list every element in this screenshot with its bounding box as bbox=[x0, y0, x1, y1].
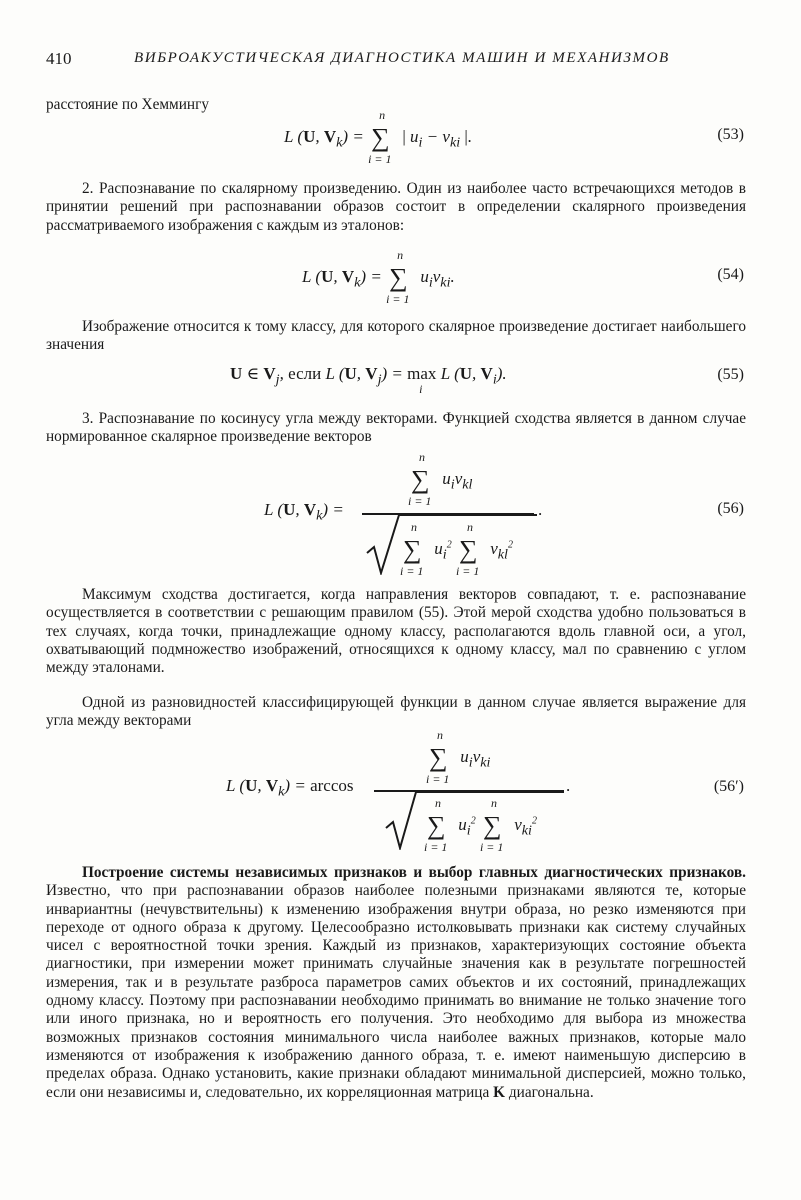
equation-number-55: (55) bbox=[717, 366, 744, 383]
equation-53: L (U, $V_k$) = n ∑ i = 1 | $u_i - v_{ki}$ |. bbox=[284, 108, 473, 166]
equation-number-54: (54) bbox=[717, 266, 744, 283]
paragraph-cosine: 3. Распознавание по косинусу угла между векторами. Функцией сходства является в данном случае нормированное скалярное произведение векторов bbox=[46, 410, 746, 446]
section-tail: диагональна. bbox=[508, 1083, 594, 1101]
paragraph-max-similarity: Максимум сходства достигается, когда направления векторов совпадают, т. е. распознавание осуществляется в соответствии с решающим правилом (55). Этой мерой сходства удобно пользоваться в тех случаях, когда точки, принадлежащие одному классу, располагаются вдоль главной оси, а угол, охватывающий подмножество изображений, относящихся к одному классу, мал по сравнению с углом между эталонами. bbox=[46, 586, 746, 677]
paragraph-class-rule: Изображение относится к тому классу, для которого скалярное произведение достигает наибольшего значения bbox=[46, 318, 746, 354]
running-header bbox=[46, 49, 741, 73]
paragraph-scalar-product: 2. Распознавание по скалярному произведению. Один из наиболее часто встречающихся методов в принятии решений при распознавании образов состоит в определении скалярного произведения рассматриваемого изображения с каждым из эталонов: bbox=[46, 180, 746, 234]
equation-55: U ∈ $V_j$, если L (U, $V_j) = \max$ i L (U, $V_i$). bbox=[230, 364, 507, 396]
equation-number-56: (56) bbox=[717, 500, 744, 517]
equation-number-53: (53) bbox=[717, 126, 744, 143]
equation-54: L (U, $V_k$) = n ∑ i = 1 $u_iv_{ki}$. bbox=[302, 248, 455, 306]
section-text: Известно, что при распознавании образов наиболее полезными признаками являются те, которые инвариантны (нечувствительны) к изменению изображения внутри образа, но резко изменяются при переходе от одного образа к другому. Целесообразно истолковывать признаки как систему случайных чисел с вероятностной точки зрения. Каждый из признаков, характеризующих состояние объекта диагностики, при измерении может принимать случайные значения как в результате погрешностей измерения, так и в результате разброса параметров самих объектов и их состояний, принадлежащих одному классу. Поэтому при распознавании необходимо принимать во внимание не только значение того или иного признака, но и вероятность его получения. Это необходимо для выбора из множества возможных признаков состояния минимального числа наиболее важных признаков, которые мало изменяются от изображения к изображению данного образа, т. е. имеют наименьшую дисперсию в пределах образа. Однако установить, какие признаки обладают минимальной дисперсией, можно только, если они независимы и, следовательно, их корреляционная матрица bbox=[46, 882, 746, 1101]
running-title: ВИБРОАКУСТИЧЕСКАЯ ДИАГНОСТИКА МАШИН И МЕХАНИЗМОВ bbox=[134, 50, 670, 66]
equation-number-56-prime: (56′) bbox=[713, 778, 744, 795]
section-title: Построение системы независимых признаков и выбор главных диагностических признаков. bbox=[82, 864, 746, 881]
matrix-letter: K bbox=[493, 1083, 506, 1101]
paragraph-angle: Одной из разновидностей классифицирующей функции в данном случае является выражение для угла между векторами bbox=[46, 694, 746, 730]
hamming-intro: расстояние по Хеммингу bbox=[46, 96, 210, 113]
section-independent-features bbox=[46, 864, 746, 1102]
page-number: 410 bbox=[46, 49, 72, 68]
